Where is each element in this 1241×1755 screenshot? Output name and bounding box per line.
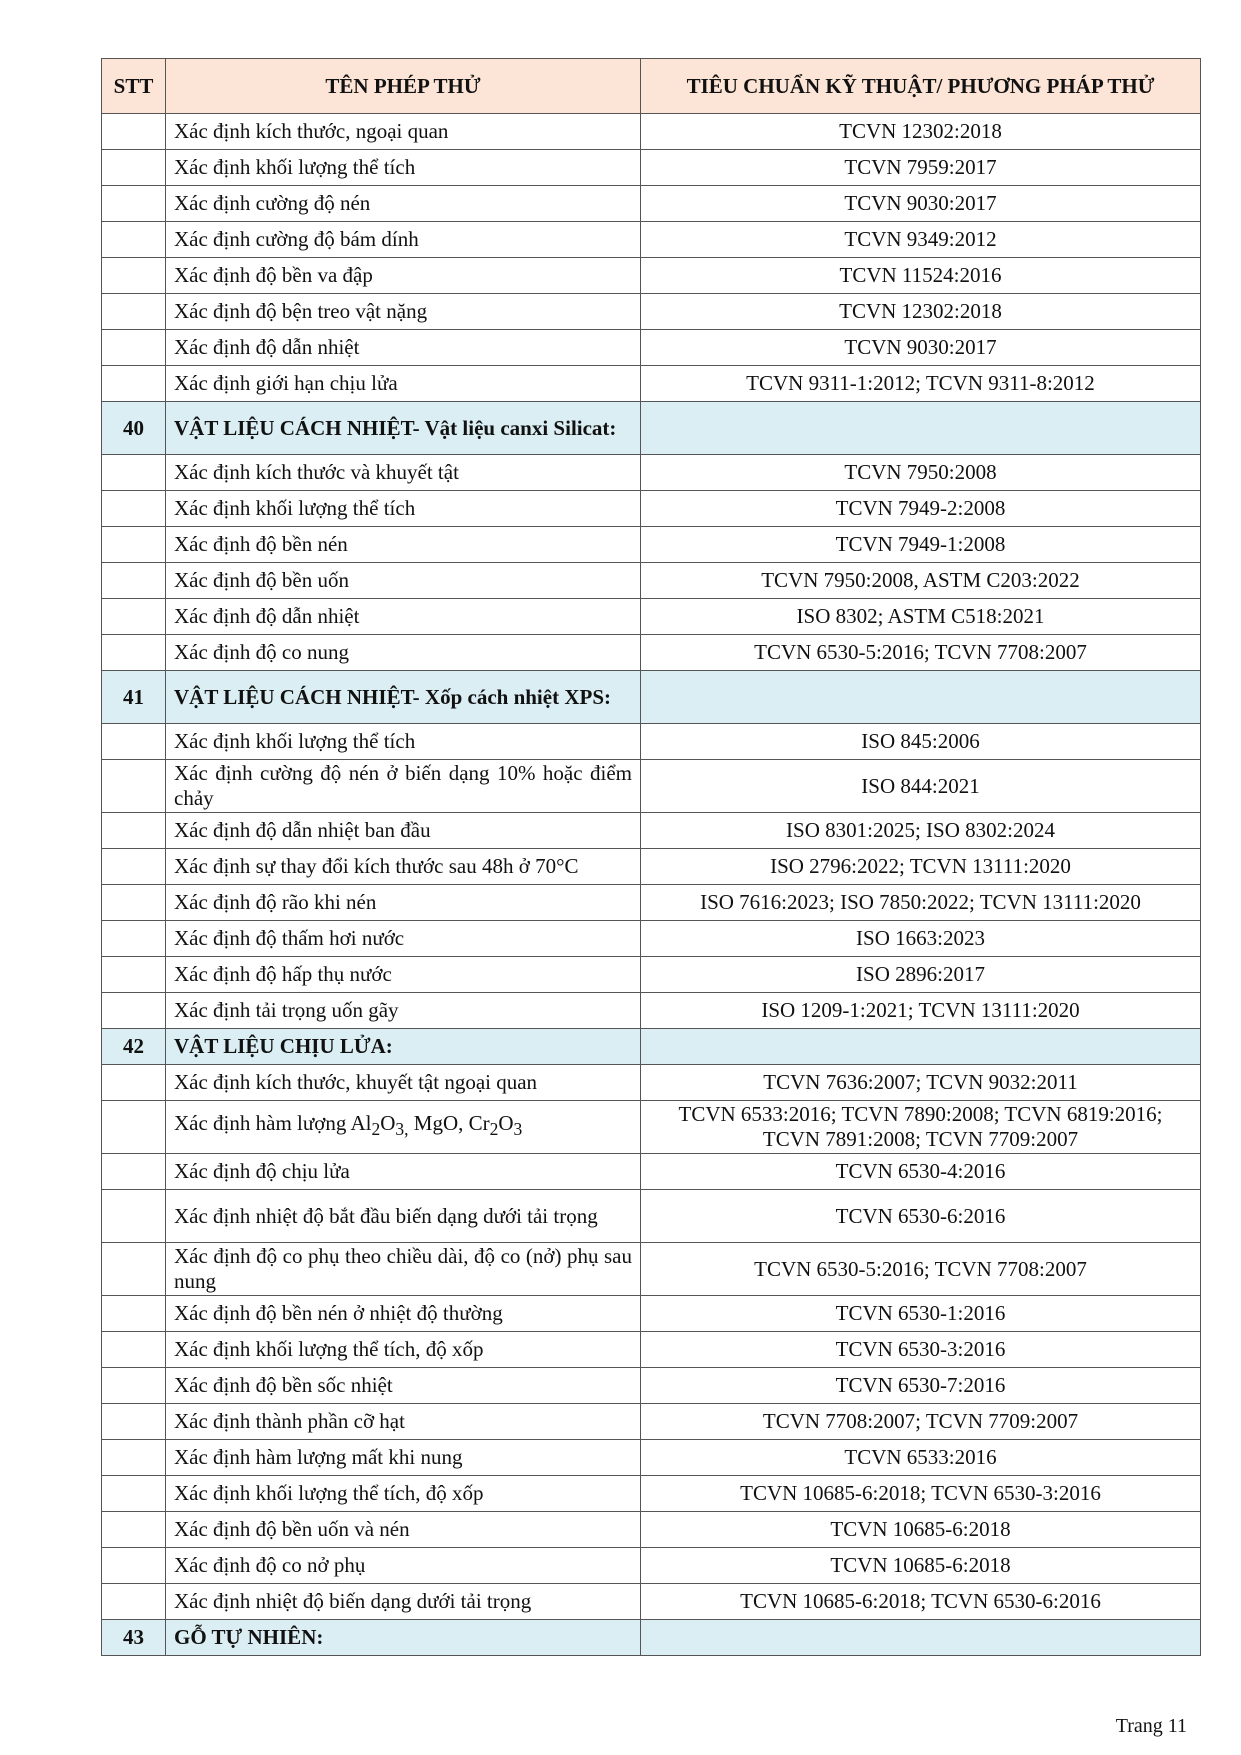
cell-test-name [166, 1029, 641, 1065]
cell-stt [102, 366, 166, 402]
table-row [102, 1190, 1201, 1243]
cell-stt [102, 993, 166, 1029]
cell-stt [102, 635, 166, 671]
cell-standard: TCVN 6530-5:2016; TCVN 7708:2007 [641, 1243, 1201, 1296]
page-number: Trang 11 [1115, 1715, 1187, 1737]
cell-stt [102, 455, 166, 491]
cell-stt [102, 1584, 166, 1620]
cell-stt [102, 222, 166, 258]
cell-standard [641, 1029, 1201, 1065]
cell-test-name: Xác định độ chịu lửa [166, 1154, 641, 1190]
cell-standard: TCVN 6530-1:2016 [641, 1296, 1201, 1332]
cell-stt [102, 1332, 166, 1368]
cell-test-name-oxides: Xác định hàm lượng $Al_2O_{3,}$ MgO, $Cr_2O_3$ [166, 1101, 641, 1154]
table-row [102, 1154, 1201, 1190]
cell-standard: TCVN 6530-6:2016 [641, 1190, 1201, 1243]
table-row [102, 1368, 1201, 1404]
cell-stt [102, 760, 166, 813]
cell-stt [102, 1440, 166, 1476]
cell-test-name: Xác định khối lượng thể tích [166, 150, 641, 186]
cell-test-name: Xác định khối lượng thể tích, độ xốp [166, 1332, 641, 1368]
cell-standard: TCVN 6530-5:2016; TCVN 7708:2007 [641, 635, 1201, 671]
table-row [102, 1101, 1201, 1154]
cell-standard: TCVN 9030:2017 [641, 330, 1201, 366]
cell-test-name: Xác định tải trọng uốn gãy [166, 993, 641, 1029]
cell-stt: 40 [102, 402, 166, 455]
cell-stt [102, 1368, 166, 1404]
table-row [102, 527, 1201, 563]
table-row [102, 1476, 1201, 1512]
cell-test-name: Xác định sự thay đổi kích thước sau 48h ở 70°C [166, 849, 641, 885]
group-title: VẬT LIỆU CHỊU LỬA: [174, 1034, 393, 1058]
table-row [102, 1065, 1201, 1101]
cell-standard: TCVN 10685-6:2018 [641, 1548, 1201, 1584]
header-stt: STT [102, 59, 166, 114]
cell-test-name: Xác định độ bện treo vật nặng [166, 294, 641, 330]
table-row [102, 1296, 1201, 1332]
cell-stt [102, 957, 166, 993]
cell-test-name: Xác định kích thước, khuyết tật ngoại quan [166, 1065, 641, 1101]
cell-stt [102, 599, 166, 635]
table-row [102, 294, 1201, 330]
cell-stt: 41 [102, 671, 166, 724]
test-methods-table [101, 58, 1201, 1656]
cell-standard: TCVN 6530-7:2016 [641, 1368, 1201, 1404]
table-row [102, 491, 1201, 527]
cell-stt [102, 1190, 166, 1243]
cell-standard [641, 671, 1201, 724]
cell-stt [102, 1243, 166, 1296]
cell-standard: TCVN 7959:2017 [641, 150, 1201, 186]
cell-test-name: Xác định độ bền va đập [166, 258, 641, 294]
table-row [102, 849, 1201, 885]
cell-test-name: Xác định khối lượng thể tích [166, 724, 641, 760]
cell-stt [102, 491, 166, 527]
cell-stt [102, 150, 166, 186]
cell-stt: 42 [102, 1029, 166, 1065]
cell-test-name [166, 671, 641, 724]
cell-stt [102, 885, 166, 921]
cell-standard: TCVN 7949-2:2008 [641, 491, 1201, 527]
cell-stt [102, 1512, 166, 1548]
cell-standard: ISO 844:2021 [641, 760, 1201, 813]
cell-stt [102, 258, 166, 294]
cell-test-name: Xác định giới hạn chịu lửa [166, 366, 641, 402]
cell-standard: ISO 1663:2023 [641, 921, 1201, 957]
cell-standard: TCVN 7950:2008, ASTM C203:2022 [641, 563, 1201, 599]
cell-standard: TCVN 7949-1:2008 [641, 527, 1201, 563]
cell-test-name: Xác định độ rão khi nén [166, 885, 641, 921]
cell-test-name: Xác định nhiệt độ bắt đầu biến dạng dưới tải trọng [166, 1190, 641, 1243]
cell-test-name: Xác định kích thước, ngoại quan [166, 114, 641, 150]
cell-standard: ISO 8302; ASTM C518:2021 [641, 599, 1201, 635]
table-row [102, 599, 1201, 635]
cell-standard: ISO 2796:2022; TCVN 13111:2020 [641, 849, 1201, 885]
group-subtitle: - Vật liệu canxi Silicat: [412, 415, 617, 440]
cell-standard: TCVN 9349:2012 [641, 222, 1201, 258]
cell-stt [102, 1548, 166, 1584]
group-title: VẬT LIỆU CÁCH NHIỆT [174, 684, 413, 709]
cell-test-name: Xác định khối lượng thể tích, độ xốp [166, 1476, 641, 1512]
cell-test-name: Xác định độ bền uốn [166, 563, 641, 599]
header-standard: TIÊU CHUẨN KỸ THUẬT/ PHƯƠNG PHÁP THỬ [641, 59, 1201, 114]
cell-stt [102, 813, 166, 849]
group-title: GỖ TỰ NHIÊN: [174, 1625, 324, 1649]
cell-test-name: Xác định độ dẫn nhiệt [166, 330, 641, 366]
cell-test-name: Xác định cường độ bám dính [166, 222, 641, 258]
table-row [102, 993, 1201, 1029]
cell-standard: TCVN 10685-6:2018 [641, 1512, 1201, 1548]
cell-stt [102, 921, 166, 957]
cell-test-name: Xác định độ dẫn nhiệt ban đầu [166, 813, 641, 849]
cell-test-name [166, 1620, 641, 1656]
group-row [102, 1620, 1201, 1656]
cell-test-name: Xác định độ bền nén [166, 527, 641, 563]
group-title: VẬT LIỆU CÁCH NHIỆT [174, 415, 413, 440]
cell-standard: ISO 2896:2017 [641, 957, 1201, 993]
cell-stt [102, 563, 166, 599]
cell-test-name: Xác định cường độ nén ở biến dạng 10% hoặc điểm chảy [166, 760, 641, 813]
table-row [102, 366, 1201, 402]
cell-standard: TCVN 10685-6:2018; TCVN 6530-3:2016 [641, 1476, 1201, 1512]
cell-test-name: Xác định nhiệt độ biến dạng dưới tải trọng [166, 1584, 641, 1620]
cell-test-name: Xác định độ bền uốn và nén [166, 1512, 641, 1548]
table-row [102, 1440, 1201, 1476]
cell-test-name: Xác định độ dẫn nhiệt [166, 599, 641, 635]
cell-standard: TCVN 7950:2008 [641, 455, 1201, 491]
cell-stt [102, 1296, 166, 1332]
table-row [102, 921, 1201, 957]
cell-standard: TCVN 6533:2016; TCVN 7890:2008; TCVN 6819:2016; TCVN 7891:2008; TCVN 7709:2007 [641, 1101, 1201, 1154]
table-row [102, 1548, 1201, 1584]
group-row [102, 671, 1201, 724]
cell-stt [102, 849, 166, 885]
cell-standard: TCVN 7708:2007; TCVN 7709:2007 [641, 1404, 1201, 1440]
cell-stt [102, 114, 166, 150]
cell-standard: TCVN 6530-4:2016 [641, 1154, 1201, 1190]
group-row [102, 402, 1201, 455]
group-row [102, 1029, 1201, 1065]
cell-standard: TCVN 10685-6:2018; TCVN 6530-6:2016 [641, 1584, 1201, 1620]
cell-test-name: Xác định thành phần cỡ hạt [166, 1404, 641, 1440]
cell-test-name: Xác định khối lượng thể tích [166, 491, 641, 527]
cell-test-name: Xác định độ co phụ theo chiều dài, độ co (nở) phụ sau nung [166, 1243, 641, 1296]
cell-stt [102, 330, 166, 366]
cell-standard: TCVN 9311-1:2012; TCVN 9311-8:2012 [641, 366, 1201, 402]
cell-test-name [166, 402, 641, 455]
table-row [102, 563, 1201, 599]
table-row [102, 724, 1201, 760]
cell-test-name: Xác định độ co nở phụ [166, 1548, 641, 1584]
cell-test-name: Xác định kích thước và khuyết tật [166, 455, 641, 491]
table-row [102, 813, 1201, 849]
cell-standard: TCVN 12302:2018 [641, 114, 1201, 150]
cell-stt [102, 1154, 166, 1190]
table-row [102, 1404, 1201, 1440]
cell-test-name: Xác định độ thấm hơi nước [166, 921, 641, 957]
cell-standard: TCVN 12302:2018 [641, 294, 1201, 330]
cell-standard [641, 1620, 1201, 1656]
cell-stt [102, 1101, 166, 1154]
cell-standard [641, 402, 1201, 455]
table-row [102, 760, 1201, 813]
cell-standard: ISO 845:2006 [641, 724, 1201, 760]
cell-standard: ISO 8301:2025; ISO 8302:2024 [641, 813, 1201, 849]
table-body [102, 114, 1201, 1656]
cell-standard: ISO 7616:2023; ISO 7850:2022; TCVN 13111:2020 [641, 885, 1201, 921]
cell-standard: TCVN 11524:2016 [641, 258, 1201, 294]
cell-stt [102, 294, 166, 330]
table-row [102, 1243, 1201, 1296]
table-row [102, 1584, 1201, 1620]
cell-stt [102, 1404, 166, 1440]
cell-standard: ISO 1209-1:2021; TCVN 13111:2020 [641, 993, 1201, 1029]
table-row [102, 222, 1201, 258]
cell-test-name: Xác định độ co nung [166, 635, 641, 671]
cell-test-name: Xác định độ bền sốc nhiệt [166, 1368, 641, 1404]
cell-standard: TCVN 9030:2017 [641, 186, 1201, 222]
table-row [102, 150, 1201, 186]
table-row [102, 957, 1201, 993]
table-row [102, 455, 1201, 491]
cell-test-name: Xác định độ hấp thụ nước [166, 957, 641, 993]
table-row [102, 114, 1201, 150]
cell-stt: 43 [102, 1620, 166, 1656]
table-row [102, 186, 1201, 222]
cell-standard: TCVN 6530-3:2016 [641, 1332, 1201, 1368]
table-row [102, 885, 1201, 921]
cell-stt [102, 1476, 166, 1512]
table-header-row [102, 59, 1201, 114]
group-subtitle: - Xốp cách nhiệt XPS: [412, 684, 611, 709]
header-test-name: TÊN PHÉP THỬ [166, 59, 641, 114]
table-row [102, 330, 1201, 366]
cell-stt [102, 527, 166, 563]
cell-standard: TCVN 7636:2007; TCVN 9032:2011 [641, 1065, 1201, 1101]
table-row [102, 635, 1201, 671]
table-row [102, 1512, 1201, 1548]
table-row [102, 258, 1201, 294]
cell-test-name: Xác định độ bền nén ở nhiệt độ thường [166, 1296, 641, 1332]
cell-stt [102, 724, 166, 760]
cell-stt [102, 186, 166, 222]
cell-stt [102, 1065, 166, 1101]
cell-test-name: Xác định cường độ nén [166, 186, 641, 222]
table-row [102, 1332, 1201, 1368]
cell-test-name: Xác định hàm lượng mất khi nung [166, 1440, 641, 1476]
cell-standard: TCVN 6533:2016 [641, 1440, 1201, 1476]
